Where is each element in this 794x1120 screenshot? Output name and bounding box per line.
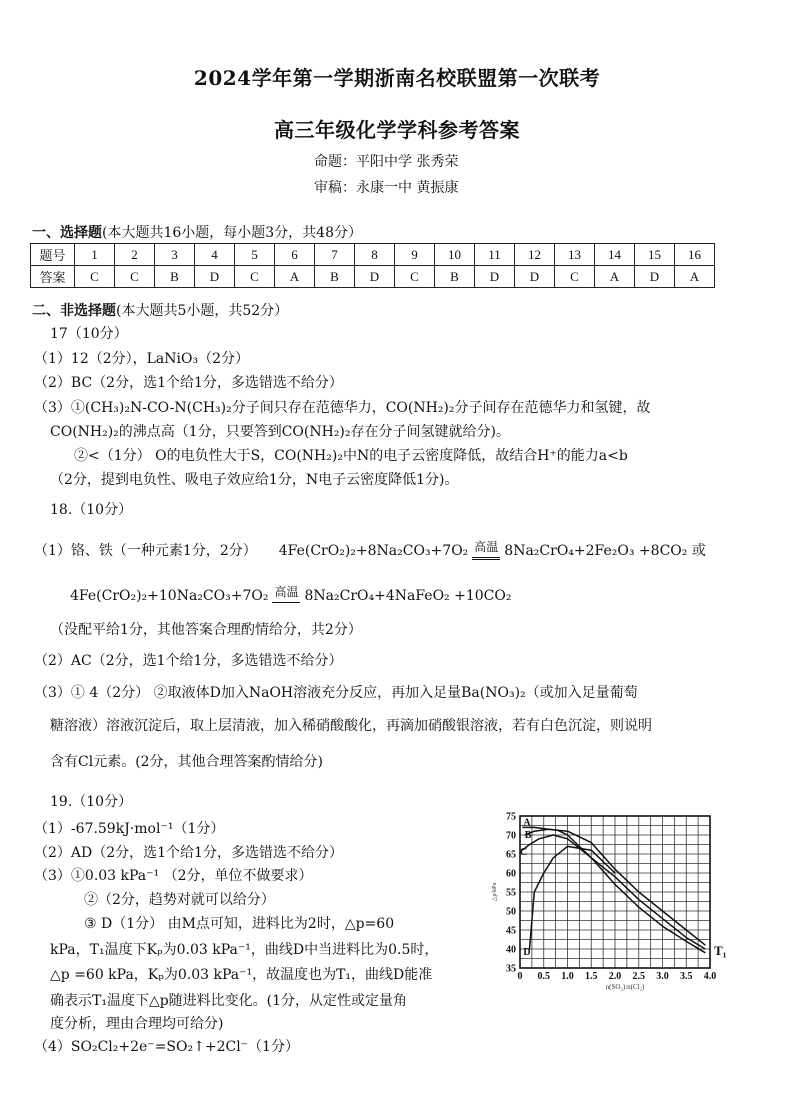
question-number-cell: 10 <box>435 244 475 266</box>
x-tick-label: 0.5 <box>537 971 550 982</box>
delta-p-chart <box>488 802 748 992</box>
x-axis-label: n(SO₂):n(Cl₂) <box>605 983 645 991</box>
question-number-cell: 13 <box>555 244 595 266</box>
q18-eq2-products: 8Na₂CrO₄+4NaFeO₂ +10CO₂ <box>304 588 512 604</box>
q19-line1: （1）-67.59kJ·mol⁻¹（1分） <box>34 821 225 837</box>
answer-cell: A <box>275 266 315 288</box>
question-number-cell: 12 <box>515 244 555 266</box>
answer-cell: B <box>315 266 355 288</box>
answer-cell: B <box>435 266 475 288</box>
q18-eq1-reactants: 4Fe(CrO₂)₂+8Na₂CO₃+7O₂ <box>278 543 469 559</box>
row-label-answer: 答案 <box>31 266 75 288</box>
answer-cell: C <box>235 266 275 288</box>
section1-heading <box>32 222 362 242</box>
question-number-cell: 3 <box>155 244 195 266</box>
section1-title: 一、选择题 <box>32 225 102 241</box>
question-number-cell: 11 <box>475 244 515 266</box>
y-tick-label: 40 <box>506 944 516 956</box>
x-tick-label: 2.5 <box>632 971 645 982</box>
answer-cell: D <box>355 266 395 288</box>
question-number-cell: 15 <box>635 244 675 266</box>
question-number-cell: 14 <box>595 244 635 266</box>
question-number-cell: 5 <box>235 244 275 266</box>
answer-table <box>30 243 715 288</box>
page-subtitle: 高三年级化学学科参考答案 <box>274 118 520 142</box>
series-line-a <box>522 827 705 945</box>
y-tick-label: 35 <box>506 963 516 975</box>
x-tick-label: 4.0 <box>703 971 717 982</box>
table-row-numbers <box>31 244 715 266</box>
q18-eq2-reactants: 4Fe(CrO₂)₂+10Na₂CO₃+7O₂ <box>70 588 269 604</box>
series-line-d <box>530 846 616 949</box>
q18-line7: 含有Cl元素。(2分，其他合理答案酌情给分) <box>50 754 324 770</box>
x-tick-label: 2.0 <box>608 971 622 982</box>
q17-line1: （1）12（2分），LaNiO₃（2分） <box>34 351 249 367</box>
q19-line8: 确表示T₁温度下△p随进料比变化。(1分，从定性或定量角 <box>50 993 408 1009</box>
q19-heading: 19.（10分） <box>50 794 133 810</box>
series-label-b: B <box>524 830 532 842</box>
q17-line3: （3）①(CH₃)₂N-CO-N(CH₃)₂分子间只存在范德华力，CO(NH₂)₂分子间存在范德华力和氢键，故 <box>34 400 651 416</box>
y-tick-label: 75 <box>506 811 516 823</box>
q17-line2: （2）BC（2分，选1个给1分，多选错选不给分） <box>34 375 343 391</box>
section1-note: (本大题共16小题，每小题3分，共48分） <box>102 225 362 241</box>
y-tick-label: 65 <box>506 849 516 861</box>
answer-cell: D <box>195 266 235 288</box>
x-tick-label: 0 <box>517 971 523 982</box>
chart-series <box>522 827 705 952</box>
q17-line5: ②<（1分） O的电负性大于S，CO(NH₂)₂中N的电子云密度降低，故结合H⁺的能力a<b <box>74 448 628 464</box>
series-label-d: D <box>523 946 531 958</box>
section2-title: 二、非选择题 <box>32 303 116 319</box>
table-row-answers <box>31 266 715 288</box>
q18-eq1-condition: 高温 <box>472 537 500 560</box>
answer-cell: D <box>515 266 555 288</box>
question-number-cell: 2 <box>115 244 155 266</box>
q18-eq1-products: 8Na₂CrO₄+2Fe₂O₃ +8CO₂ 或 <box>504 543 706 559</box>
y-axis-label: △p/kPa <box>492 882 498 902</box>
q19-line9: 度分析，理由合理均可给分) <box>50 1016 224 1032</box>
author-line: 命题：平阳中学 张秀荣 <box>314 154 459 170</box>
q17-heading: 17（10分） <box>50 326 128 342</box>
answer-cell: C <box>555 266 595 288</box>
answer-cell: A <box>675 266 715 288</box>
q19-line3: （3）①0.03 kPa⁻¹ （2分，单位不做要求） <box>34 868 313 884</box>
q17-line6: （2分，提到电负性、吸电子效应给1分，N电子云密度降低1分)。 <box>50 472 459 488</box>
temperature-label-t1: T₁ <box>714 943 727 958</box>
x-tick-label: 3.0 <box>656 971 669 982</box>
q19-line7: △p =60 kPa，Kₚ为0.03 kPa⁻¹，故温度也为T₁，曲线D能准 <box>50 967 433 983</box>
question-number-cell: 7 <box>315 244 355 266</box>
y-tick-label: 70 <box>506 830 516 842</box>
q18-eq2-condition: 高温 <box>272 582 300 603</box>
question-number-cell: 1 <box>75 244 115 266</box>
series-label-c: C <box>520 846 528 858</box>
q18-line3: （没配平给1分，其他答案合理酌情给分，共2分） <box>50 622 362 638</box>
question-number-cell: 6 <box>275 244 315 266</box>
q19-line5: ③ D（1分） 由M点可知，进料比为2时，△p=60 <box>84 916 395 932</box>
q19-line10: （4）SO₂Cl₂+2e⁻=SO₂↑+2Cl⁻（1分） <box>34 1039 299 1055</box>
q18-line1-answer: （1）铬、铁（一种元素1分，2分） <box>34 543 257 559</box>
q18-line2 <box>70 582 511 606</box>
section2-heading <box>32 300 288 320</box>
reviewer-line: 审稿：永康一中 黄振康 <box>314 180 459 196</box>
question-number-cell: 9 <box>395 244 435 266</box>
question-number-cell: 8 <box>355 244 395 266</box>
answer-cell: B <box>155 266 195 288</box>
answer-cell: C <box>395 266 435 288</box>
question-number-cell: 4 <box>195 244 235 266</box>
q17-line4: CO(NH₂)₂的沸点高（1分，只要答到CO(NH₂)₂存在分子间氢键就给分)。 <box>50 424 510 440</box>
x-tick-label: 1.5 <box>585 971 598 982</box>
x-tick-label: 3.5 <box>680 971 693 982</box>
y-tick-label: 50 <box>506 906 516 918</box>
y-tick-label: 55 <box>506 887 516 899</box>
x-tick-label: 1.0 <box>561 971 574 982</box>
q18-line5: （3）① 4（2分） ②取液体D加入NaOH溶液充分反应，再加入足量Ba(NO₃)₂（或加入足量葡萄 <box>34 685 638 701</box>
answer-cell: D <box>635 266 675 288</box>
q19-line4: ②（2分，趋势对就可以给分） <box>84 892 275 908</box>
answer-cell: D <box>475 266 515 288</box>
chart-grid <box>520 816 710 968</box>
q18-line6: 糖溶液）溶液沉淀后，取上层清液，加入稀硝酸酸化，再滴加硝酸银溶液，若有白色沉淀，则说明 <box>50 718 652 734</box>
question-number-cell: 16 <box>675 244 715 266</box>
y-tick-label: 60 <box>506 868 516 880</box>
page-title: 2024学年第一学期浙南名校联盟第一次联考 <box>193 66 601 90</box>
section2-note: (本大题共5小题，共52分） <box>116 303 289 319</box>
series-label-a: A <box>523 817 531 829</box>
q18-line1 <box>34 537 706 561</box>
y-tick-label: 45 <box>506 925 516 937</box>
answer-cell: A <box>595 266 635 288</box>
answer-cell: C <box>75 266 115 288</box>
q19-line6: kPa，T₁温度下Kₚ为0.03 kPa⁻¹，曲线D中当进料比为0.5时， <box>50 942 439 958</box>
answer-cell: C <box>115 266 155 288</box>
q18-heading: 18.（10分） <box>50 502 133 518</box>
q18-line4: （2）AC（2分，选1个给1分，多选错选不给分） <box>34 653 343 669</box>
q19-line2: （2）AD（2分，选1个给1分，多选错选不给分） <box>34 845 343 861</box>
row-label-number: 题号 <box>31 244 75 266</box>
